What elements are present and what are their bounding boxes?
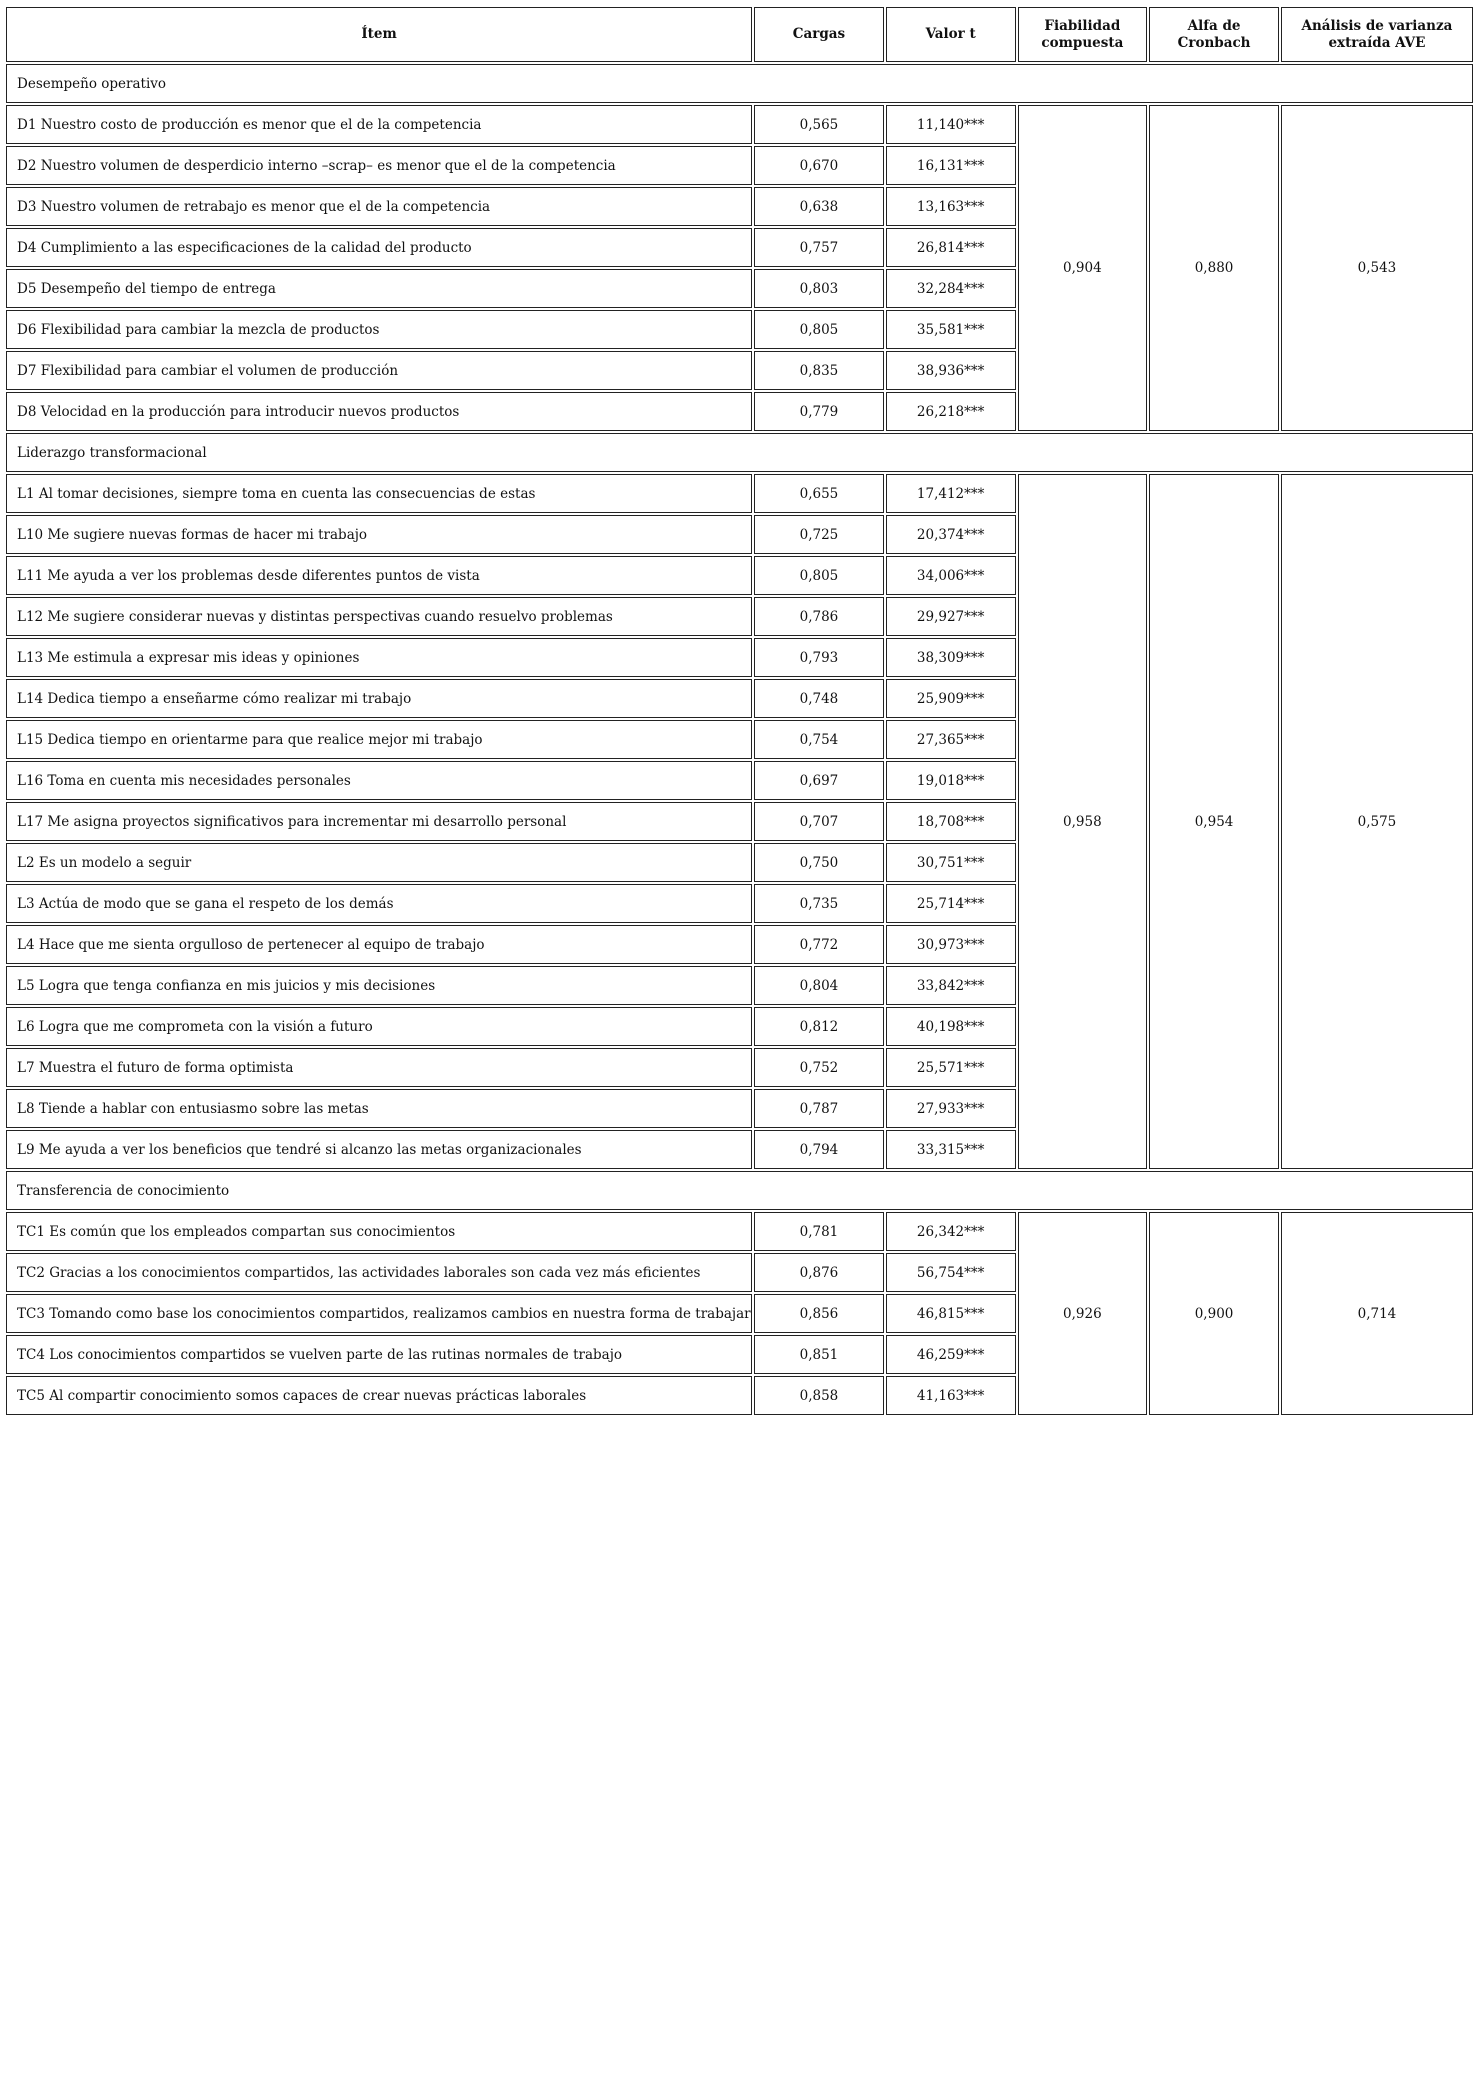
header-item: Ítem [6,7,752,62]
carga-cell: 0,638 [754,187,884,226]
valor-t-cell: 40,198*** [886,1007,1016,1046]
carga-cell: 0,803 [754,269,884,308]
item-cell: D1 Nuestro costo de producción es menor que el de la competencia [6,105,752,144]
valor-t-cell: 34,006*** [886,556,1016,595]
fiabilidad-cell: 0,958 [1018,474,1148,1169]
carga-cell: 0,835 [754,351,884,390]
valor-t-cell: 27,933*** [886,1089,1016,1128]
section-title: Transferencia de conocimiento [6,1171,1473,1210]
valor-t-cell: 25,909*** [886,679,1016,718]
carga-cell: 0,707 [754,802,884,841]
table-row [6,1212,1473,1251]
section-title: Liderazgo transformacional [6,433,1473,472]
valor-t-cell: 30,751*** [886,843,1016,882]
item-cell: D6 Flexibilidad para cambiar la mezcla de productos [6,310,752,349]
item-cell: D7 Flexibilidad para cambiar el volumen de producción [6,351,752,390]
item-cell: L4 Hace que me sienta orgulloso de pertenecer al equipo de trabajo [6,925,752,964]
fiabilidad-cell: 0,904 [1018,105,1148,431]
valor-t-cell: 41,163*** [886,1376,1016,1415]
item-cell: L10 Me sugiere nuevas formas de hacer mi trabajo [6,515,752,554]
ave-cell: 0,714 [1281,1212,1473,1415]
fiabilidad-cell: 0,926 [1018,1212,1148,1415]
table-row [6,474,1473,513]
item-cell: D4 Cumplimiento a las especificaciones de la calidad del producto [6,228,752,267]
carga-cell: 0,772 [754,925,884,964]
header-cargas: Cargas [754,7,884,62]
item-cell: L16 Toma en cuenta mis necesidades personales [6,761,752,800]
valor-t-cell: 32,284*** [886,269,1016,308]
item-cell: L13 Me estimula a expresar mis ideas y opiniones [6,638,752,677]
table-row [6,105,1473,144]
section-row [6,433,1473,472]
valor-t-cell: 19,018*** [886,761,1016,800]
carga-cell: 0,781 [754,1212,884,1251]
valor-t-cell: 13,163*** [886,187,1016,226]
section-title: Desempeño operativo [6,64,1473,103]
valor-t-cell: 56,754*** [886,1253,1016,1292]
item-cell: L7 Muestra el futuro de forma optimista [6,1048,752,1087]
carga-cell: 0,670 [754,146,884,185]
valor-t-cell: 25,714*** [886,884,1016,923]
ave-cell: 0,575 [1281,474,1473,1169]
carga-cell: 0,851 [754,1335,884,1374]
item-cell: L6 Logra que me comprometa con la visión a futuro [6,1007,752,1046]
item-cell: L14 Dedica tiempo a enseñarme cómo realizar mi trabajo [6,679,752,718]
item-cell: D5 Desempeño del tiempo de entrega [6,269,752,308]
carga-cell: 0,779 [754,392,884,431]
item-cell: D3 Nuestro volumen de retrabajo es menor que el de la competencia [6,187,752,226]
carga-cell: 0,793 [754,638,884,677]
section-row [6,64,1473,103]
results-table [4,5,1475,1417]
item-cell: L17 Me asigna proyectos significativos para incrementar mi desarrollo personal [6,802,752,841]
carga-cell: 0,805 [754,310,884,349]
item-cell: TC1 Es común que los empleados compartan sus conocimientos [6,1212,752,1251]
carga-cell: 0,858 [754,1376,884,1415]
item-cell: L2 Es un modelo a seguir [6,843,752,882]
item-cell: TC5 Al compartir conocimiento somos capaces de crear nuevas prácticas laborales [6,1376,752,1415]
header-valor-t: Valor t [886,7,1016,62]
valor-t-cell: 27,365*** [886,720,1016,759]
valor-t-cell: 46,259*** [886,1335,1016,1374]
carga-cell: 0,565 [754,105,884,144]
valor-t-cell: 20,374*** [886,515,1016,554]
header-ave: Análisis de varianza extraída AVE [1281,7,1473,62]
carga-cell: 0,748 [754,679,884,718]
carga-cell: 0,812 [754,1007,884,1046]
carga-cell: 0,757 [754,228,884,267]
carga-cell: 0,725 [754,515,884,554]
carga-cell: 0,794 [754,1130,884,1169]
header-alfa: Alfa de Cronbach [1149,7,1279,62]
item-cell: L9 Me ayuda a ver los beneficios que tendré si alcanzo las metas organizacionales [6,1130,752,1169]
carga-cell: 0,655 [754,474,884,513]
alfa-cell: 0,900 [1149,1212,1279,1415]
carga-cell: 0,697 [754,761,884,800]
valor-t-cell: 26,342*** [886,1212,1016,1251]
valor-t-cell: 46,815*** [886,1294,1016,1333]
alfa-cell: 0,954 [1149,474,1279,1169]
item-cell: TC3 Tomando como base los conocimientos compartidos, realizamos cambios en nuestra forma de trabajar [6,1294,752,1333]
valor-t-cell: 30,973*** [886,925,1016,964]
item-cell: L8 Tiende a hablar con entusiasmo sobre las metas [6,1089,752,1128]
header-row [6,7,1473,62]
valor-t-cell: 16,131*** [886,146,1016,185]
alfa-cell: 0,880 [1149,105,1279,431]
valor-t-cell: 33,315*** [886,1130,1016,1169]
carga-cell: 0,750 [754,843,884,882]
item-cell: D8 Velocidad en la producción para introducir nuevos productos [6,392,752,431]
item-cell: L11 Me ayuda a ver los problemas desde diferentes puntos de vista [6,556,752,595]
valor-t-cell: 29,927*** [886,597,1016,636]
valor-t-cell: 25,571*** [886,1048,1016,1087]
item-cell: L1 Al tomar decisiones, siempre toma en cuenta las consecuencias de estas [6,474,752,513]
valor-t-cell: 18,708*** [886,802,1016,841]
item-cell: L15 Dedica tiempo en orientarme para que realice mejor mi trabajo [6,720,752,759]
item-cell: TC2 Gracias a los conocimientos compartidos, las actividades laborales son cada vez más eficientes [6,1253,752,1292]
carga-cell: 0,856 [754,1294,884,1333]
carga-cell: 0,804 [754,966,884,1005]
carga-cell: 0,754 [754,720,884,759]
carga-cell: 0,787 [754,1089,884,1128]
valor-t-cell: 17,412*** [886,474,1016,513]
valor-t-cell: 26,218*** [886,392,1016,431]
carga-cell: 0,752 [754,1048,884,1087]
valor-t-cell: 33,842*** [886,966,1016,1005]
carga-cell: 0,805 [754,556,884,595]
item-cell: L5 Logra que tenga confianza en mis juicios y mis decisiones [6,966,752,1005]
section-row [6,1171,1473,1210]
ave-cell: 0,543 [1281,105,1473,431]
valor-t-cell: 11,140*** [886,105,1016,144]
valor-t-cell: 26,814*** [886,228,1016,267]
item-cell: D2 Nuestro volumen de desperdicio interno –scrap– es menor que el de la competencia [6,146,752,185]
table-body [6,64,1473,1415]
item-cell: L12 Me sugiere considerar nuevas y distintas perspectivas cuando resuelvo problemas [6,597,752,636]
item-cell: L3 Actúa de modo que se gana el respeto de los demás [6,884,752,923]
item-cell: TC4 Los conocimientos compartidos se vuelven parte de las rutinas normales de trabajo [6,1335,752,1374]
valor-t-cell: 38,936*** [886,351,1016,390]
carga-cell: 0,735 [754,884,884,923]
carga-cell: 0,876 [754,1253,884,1292]
valor-t-cell: 35,581*** [886,310,1016,349]
valor-t-cell: 38,309*** [886,638,1016,677]
carga-cell: 0,786 [754,597,884,636]
header-fiabilidad: Fiabilidad compuesta [1018,7,1148,62]
